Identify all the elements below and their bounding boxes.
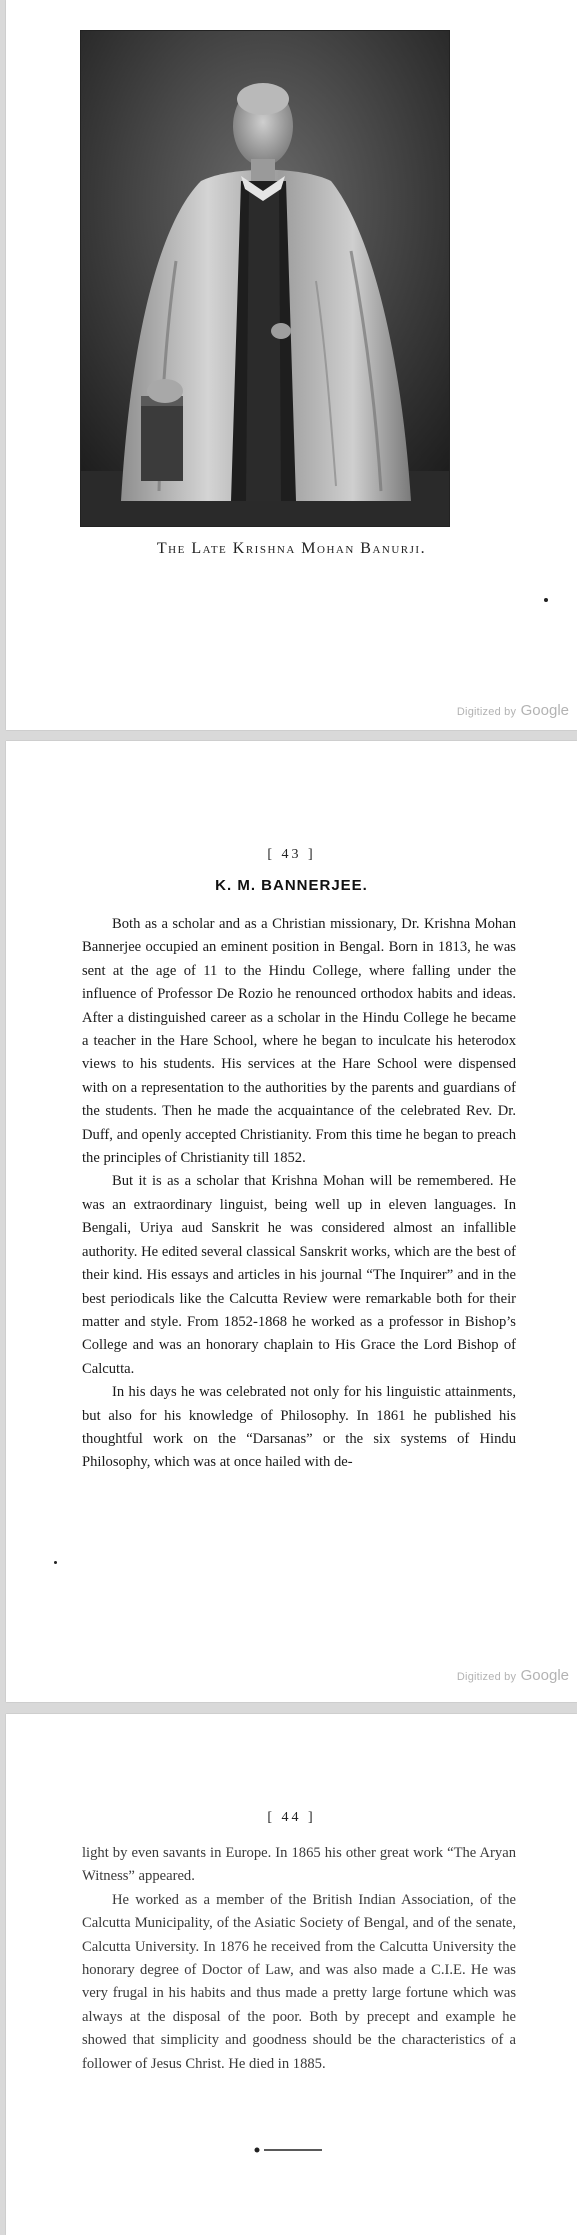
portrait-caption: The Late Krishna Mohan Banurji.: [156, 540, 427, 557]
paragraph: light by even savants in Europe. In 1865 his other great work “The Aryan Witness” appeared.: [82, 1845, 516, 1885]
page-44: [6, 1714, 577, 2235]
portrait-image: [80, 30, 450, 527]
end-ornament-rule: [254, 2146, 324, 2154]
page-number: [ 43 ]: [267, 847, 316, 862]
page-43: [6, 741, 577, 1702]
ink-speck: [544, 598, 548, 602]
paragraph: He worked as a member of the British Indian Association, of the Calcutta Municipality, of the Asiatic Society of Bengal, and of the senate, Calcutta University. In 1876 he received from the Calcutta University the honorary degree of Doctor of Law, and was also made a C.I.E. He was very frugal in his habits and thus made a pretty large fortune which was always at the disposal of the poor. Both by precept and example he showed that simplicity and goodness should be the characteristics of a follower of Jesus Christ. He died in 1885.: [82, 1891, 516, 2072]
body-text: [82, 1842, 516, 2076]
paragraph: But it is as a scholar that Krishna Mohan will be remembered. He was an extraordinary linguist, being well up in eleven languages. In Bengali, Uriya aud Sanskrit he was considered almost an infallible authority. He edited several classical Sanskrit works, which are the best of their kind. His essays and articles in his journal “The Inquirer” and in the best periodicals like the Calcutta Review were remarkable both for their matter and style. From 1852-1868 he worked as a professor in Bishop’s College and was an honorary chaplain to His Grace the Lord Bishop of Calcutta.: [82, 1173, 516, 1377]
paragraph: Both as a scholar and as a Christian missionary, Dr. Krishna Mohan Bannerjee occupied an eminent position in Bengal. Born in 1813, he was sent at the age of 11 to the Hindu College, where falling under the influence of Professor De Rozio he renounced orthodox habits and ideas. After a distinguished career as a scholar in the Hindu College he became a teacher in the Hare School, where he began to inculcate his heterodox views to his students. His services at the Hare School were dispensed with on a representation to the authorities by the parents and guardians of the students. Then he made the acquaintance of the celebrated Rev. Dr. Duff, and openly accepted Christianity. From this time he began to preach the principles of Christianity till 1852.: [82, 916, 516, 1167]
body-text: [82, 913, 516, 1475]
ink-speck: [54, 1561, 57, 1564]
paragraph: In his days he was celebrated not only for his linguistic attainments, but also for his knowledge of Philosophy. In 1861 he published his thoughtful work on the “Darsanas” or the six systems of Hindu Philosophy, which was at once hailed with de-: [82, 1384, 516, 1471]
page-number: [ 44 ]: [267, 1810, 316, 1825]
page-plate: [6, 0, 577, 730]
digitized-watermark: Digitized by Google: [456, 1667, 569, 1684]
digitized-watermark: Digitized by Google: [456, 702, 569, 719]
page-heading: K. M. BANNERJEE.: [215, 877, 368, 894]
